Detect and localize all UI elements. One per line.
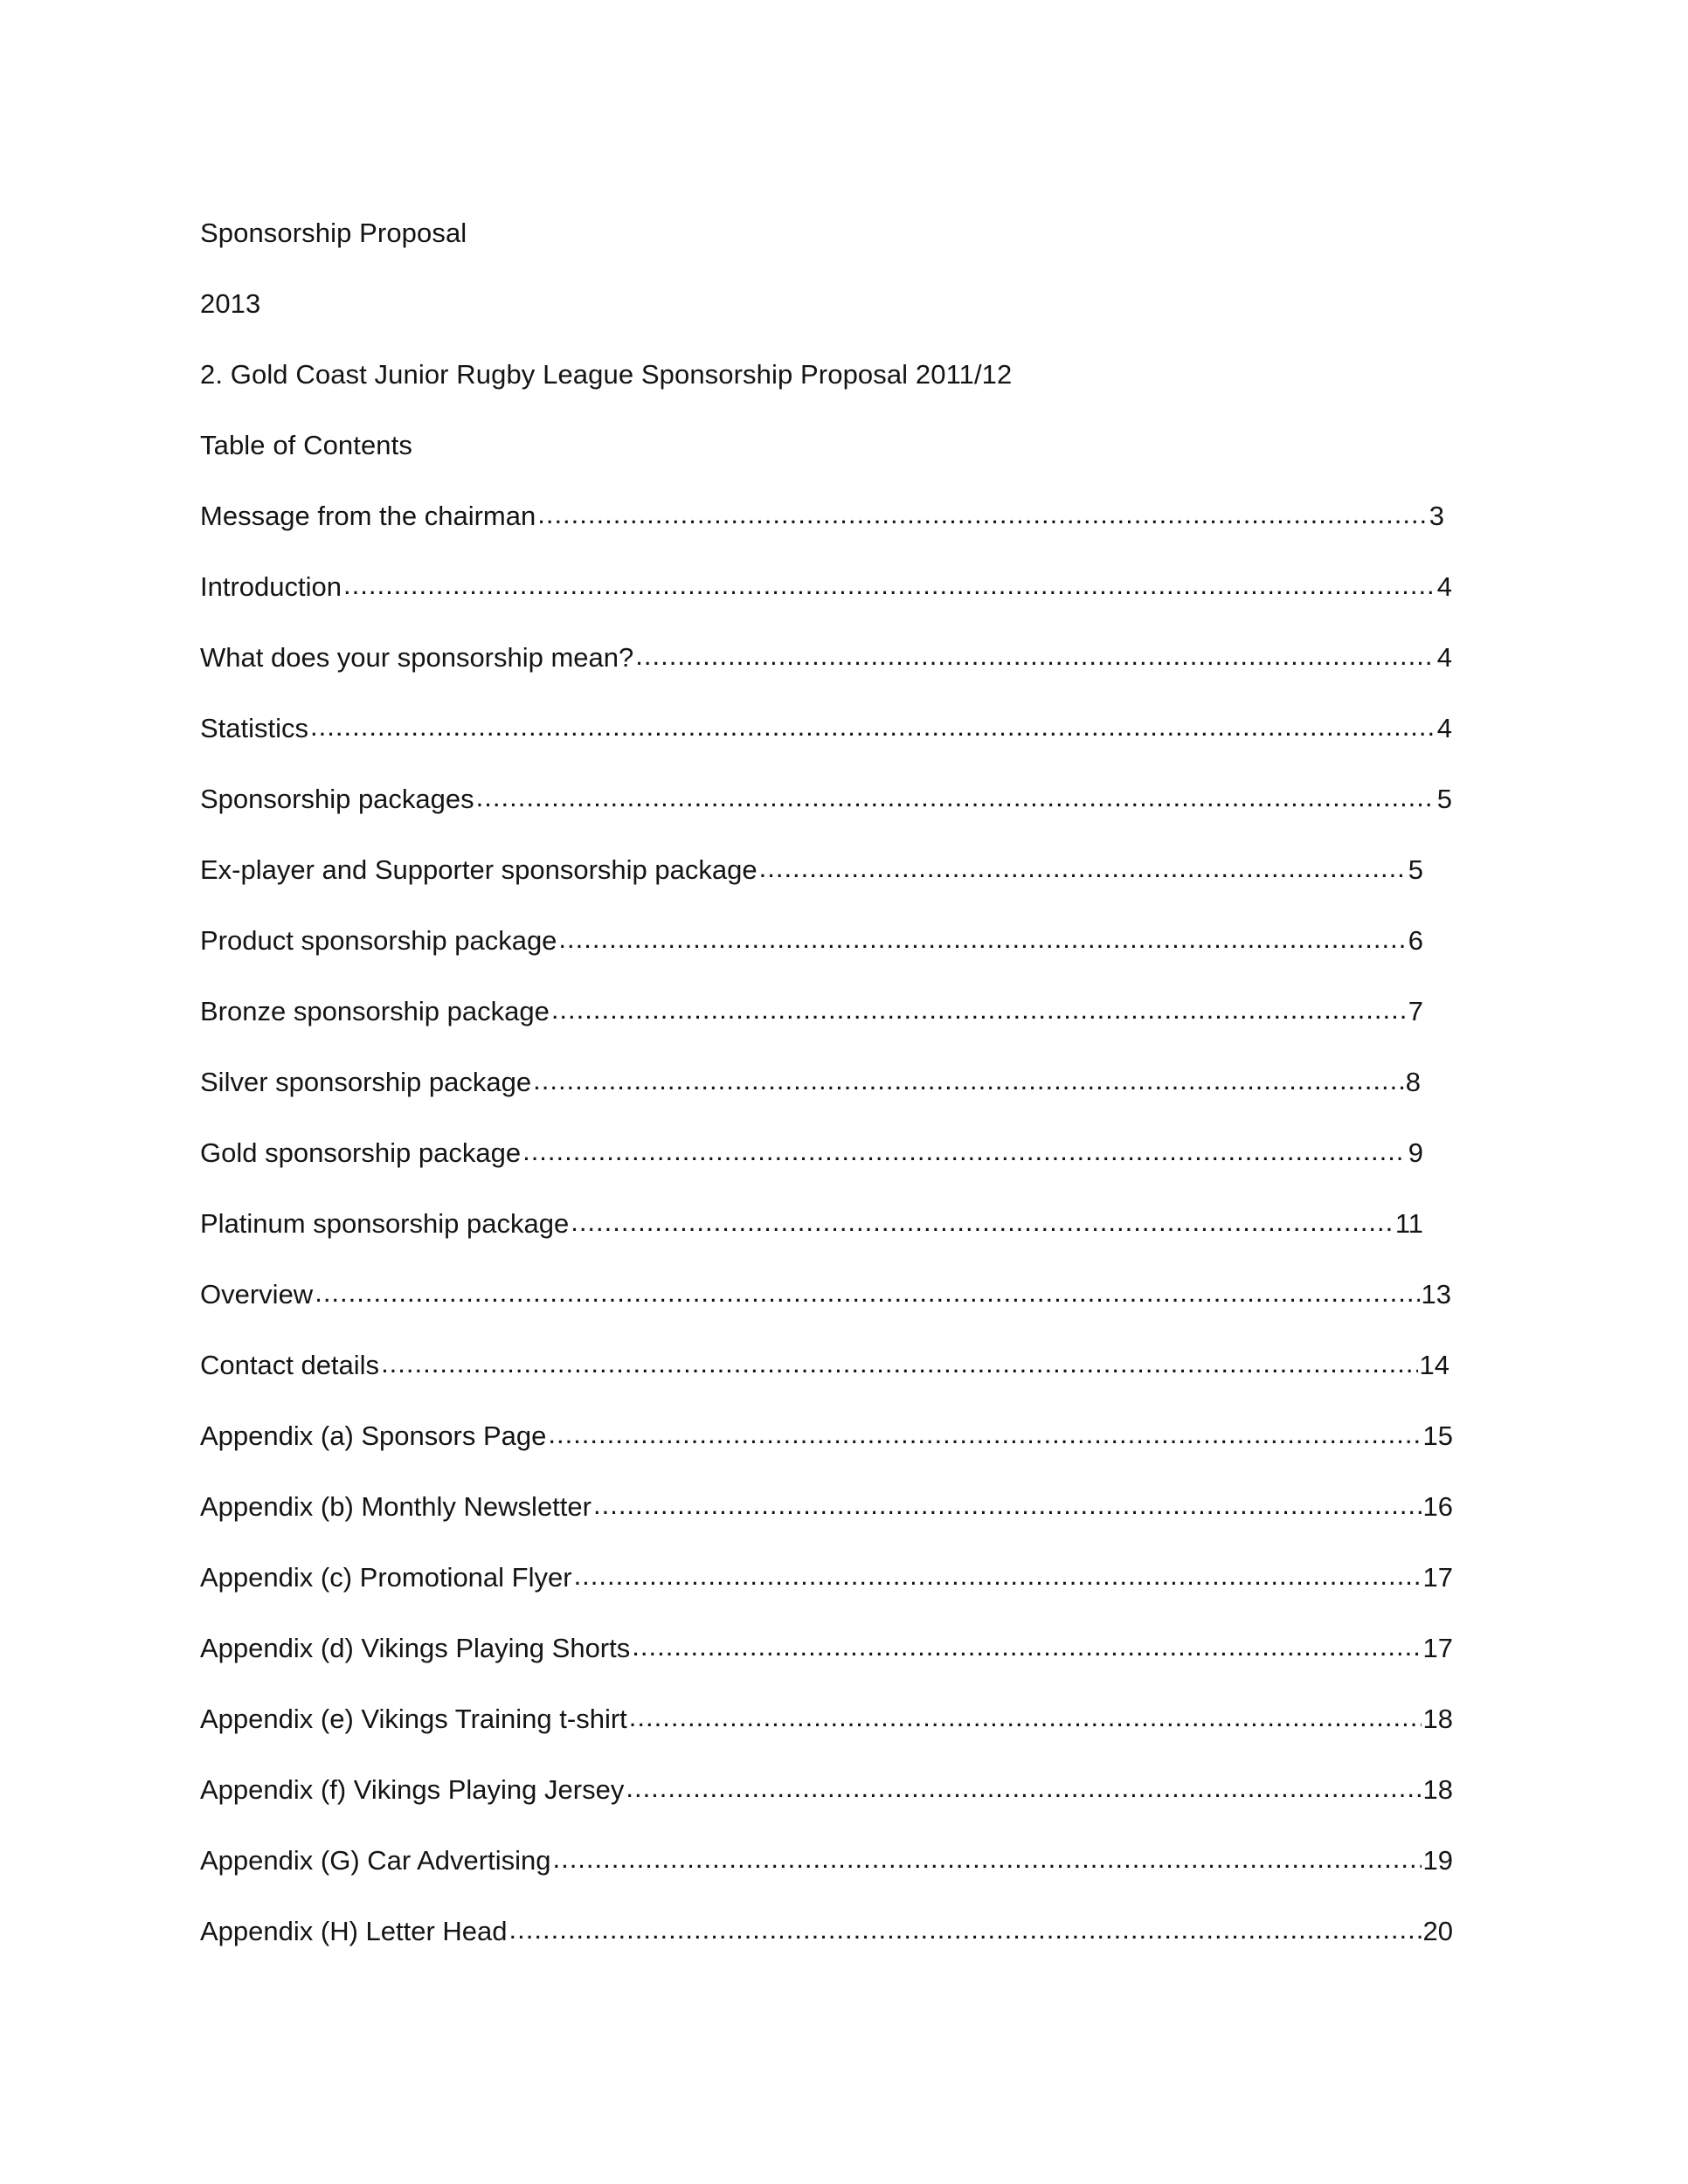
toc-entry-title: Platinum sponsorship package bbox=[200, 1207, 570, 1239]
toc-dot-leader bbox=[626, 1773, 1421, 1807]
toc-page-number: 18 bbox=[1422, 1703, 1453, 1734]
toc-page-number: 17 bbox=[1422, 1632, 1453, 1663]
toc-page-number: 9 bbox=[1408, 1137, 1423, 1168]
toc-entry-appendix-c[interactable] bbox=[200, 1542, 1453, 1613]
toc-entry-title: Appendix (e) Vikings Training t-shirt bbox=[200, 1703, 627, 1734]
toc-entry-title: Appendix (d) Vikings Playing Shorts bbox=[200, 1632, 631, 1663]
toc-entry-title: Overview bbox=[200, 1278, 314, 1310]
toc-entry-introduction[interactable] bbox=[200, 551, 1452, 622]
document-year: 2013 bbox=[200, 287, 261, 319]
toc-page-number: 20 bbox=[1422, 1915, 1453, 1946]
toc-entry-title: Appendix (H) Letter Head bbox=[200, 1915, 508, 1946]
toc-dot-leader bbox=[552, 1843, 1421, 1878]
toc-entry-title: Gold sponsorship package bbox=[200, 1137, 522, 1168]
toc-entry-title: Ex-player and Supporter sponsorship package bbox=[200, 854, 758, 885]
toc-entry-title: Product sponsorship package bbox=[200, 924, 557, 956]
toc-entry-title: Introduction bbox=[200, 570, 342, 602]
toc-entry-contact-details[interactable] bbox=[200, 1330, 1449, 1400]
toc-entry-ex-player-supporter-package[interactable] bbox=[200, 834, 1423, 905]
toc-page-number: 11 bbox=[1394, 1207, 1423, 1239]
toc-page-number: 5 bbox=[1436, 783, 1452, 814]
toc-dot-leader bbox=[310, 711, 1435, 746]
toc-entry-title: Appendix (a) Sponsors Page bbox=[200, 1420, 547, 1451]
toc-entry-appendix-h[interactable] bbox=[200, 1896, 1453, 1966]
toc-entry-platinum-package[interactable] bbox=[200, 1188, 1423, 1259]
toc-dot-leader bbox=[548, 1419, 1421, 1454]
toc-entry-title: Silver sponsorship package bbox=[200, 1066, 532, 1097]
toc-entry-appendix-g[interactable] bbox=[200, 1825, 1453, 1896]
toc-entry-title: Appendix (b) Monthly Newsletter bbox=[200, 1490, 591, 1522]
toc-entry-appendix-b[interactable] bbox=[200, 1471, 1453, 1542]
toc-entry-appendix-a[interactable] bbox=[200, 1400, 1453, 1471]
toc-page-number: 4 bbox=[1436, 570, 1452, 602]
toc-page-number: 14 bbox=[1419, 1349, 1449, 1380]
toc-page-number: 19 bbox=[1422, 1844, 1453, 1876]
document-subtitle: 2. Gold Coast Junior Rugby League Sponsorship Proposal 2011/12 bbox=[200, 358, 1013, 390]
toc-dot-leader bbox=[574, 1560, 1422, 1595]
toc-dot-leader bbox=[558, 923, 1406, 958]
toc-entry-silver-package[interactable] bbox=[200, 1047, 1421, 1117]
toc-page-number: 3 bbox=[1429, 500, 1444, 531]
toc-entry-appendix-d[interactable] bbox=[200, 1613, 1453, 1683]
toc-entry-message-from-chairman[interactable] bbox=[200, 480, 1444, 551]
toc-entry-title: Appendix (c) Promotional Flyer bbox=[200, 1561, 572, 1593]
toc-dot-leader bbox=[533, 1065, 1404, 1100]
toc-entry-title: Bronze sponsorship package bbox=[200, 995, 550, 1026]
toc-entry-overview[interactable] bbox=[200, 1259, 1451, 1330]
document-title: Sponsorship Proposal bbox=[200, 217, 467, 248]
toc-page-number: 15 bbox=[1422, 1420, 1453, 1451]
toc-dot-leader bbox=[759, 853, 1407, 888]
toc-entry-title: Statistics bbox=[200, 712, 309, 743]
toc-dot-leader bbox=[635, 640, 1435, 675]
toc-dot-leader bbox=[343, 570, 1435, 605]
toc-page-number: 6 bbox=[1408, 924, 1423, 956]
toc-page-number: 4 bbox=[1436, 641, 1452, 673]
toc-entry-product-package[interactable] bbox=[200, 905, 1423, 976]
toc-dot-leader bbox=[571, 1206, 1394, 1241]
toc-dot-leader bbox=[509, 1914, 1422, 1949]
toc-entry-appendix-f[interactable] bbox=[200, 1754, 1453, 1825]
toc-entry-title: What does your sponsorship mean? bbox=[200, 641, 634, 673]
toc-dot-leader bbox=[381, 1348, 1417, 1383]
toc-entry-title: Contact details bbox=[200, 1349, 380, 1380]
toc-entry-bronze-package[interactable] bbox=[200, 976, 1423, 1047]
toc-page-number: 8 bbox=[1405, 1066, 1421, 1097]
toc-dot-leader bbox=[522, 1136, 1407, 1171]
toc-page-number: 13 bbox=[1421, 1278, 1451, 1310]
toc-page-number: 7 bbox=[1408, 995, 1423, 1026]
toc-page-number: 5 bbox=[1408, 854, 1423, 885]
toc-page-number: 4 bbox=[1436, 712, 1452, 743]
toc-entry-title: Sponsorship packages bbox=[200, 783, 474, 814]
toc-page-number: 16 bbox=[1422, 1490, 1453, 1522]
toc-entry-title: Appendix (f) Vikings Playing Jersey bbox=[200, 1773, 625, 1805]
document-content bbox=[200, 197, 1467, 1966]
toc-entry-appendix-e[interactable] bbox=[200, 1683, 1453, 1754]
toc-dot-leader bbox=[629, 1702, 1422, 1737]
toc-heading: Table of Contents bbox=[200, 429, 412, 460]
toc-entry-title: Message from the chairman bbox=[200, 500, 536, 531]
toc-entry-gold-package[interactable] bbox=[200, 1117, 1423, 1188]
toc-page-number: 18 bbox=[1422, 1773, 1453, 1805]
toc-entry-title: Appendix (G) Car Advertising bbox=[200, 1844, 551, 1876]
toc-dot-leader bbox=[632, 1631, 1421, 1666]
toc-dot-leader bbox=[315, 1277, 1419, 1312]
toc-entry-statistics[interactable] bbox=[200, 693, 1452, 764]
table-of-contents bbox=[200, 480, 1467, 1966]
toc-page-number: 17 bbox=[1422, 1561, 1453, 1593]
toc-dot-leader bbox=[593, 1489, 1422, 1524]
toc-dot-leader bbox=[537, 499, 1428, 534]
toc-dot-leader bbox=[551, 994, 1407, 1029]
toc-entry-sponsorship-packages[interactable] bbox=[200, 764, 1452, 834]
toc-dot-leader bbox=[476, 782, 1435, 817]
toc-entry-what-does-sponsorship-mean[interactable] bbox=[200, 622, 1452, 693]
